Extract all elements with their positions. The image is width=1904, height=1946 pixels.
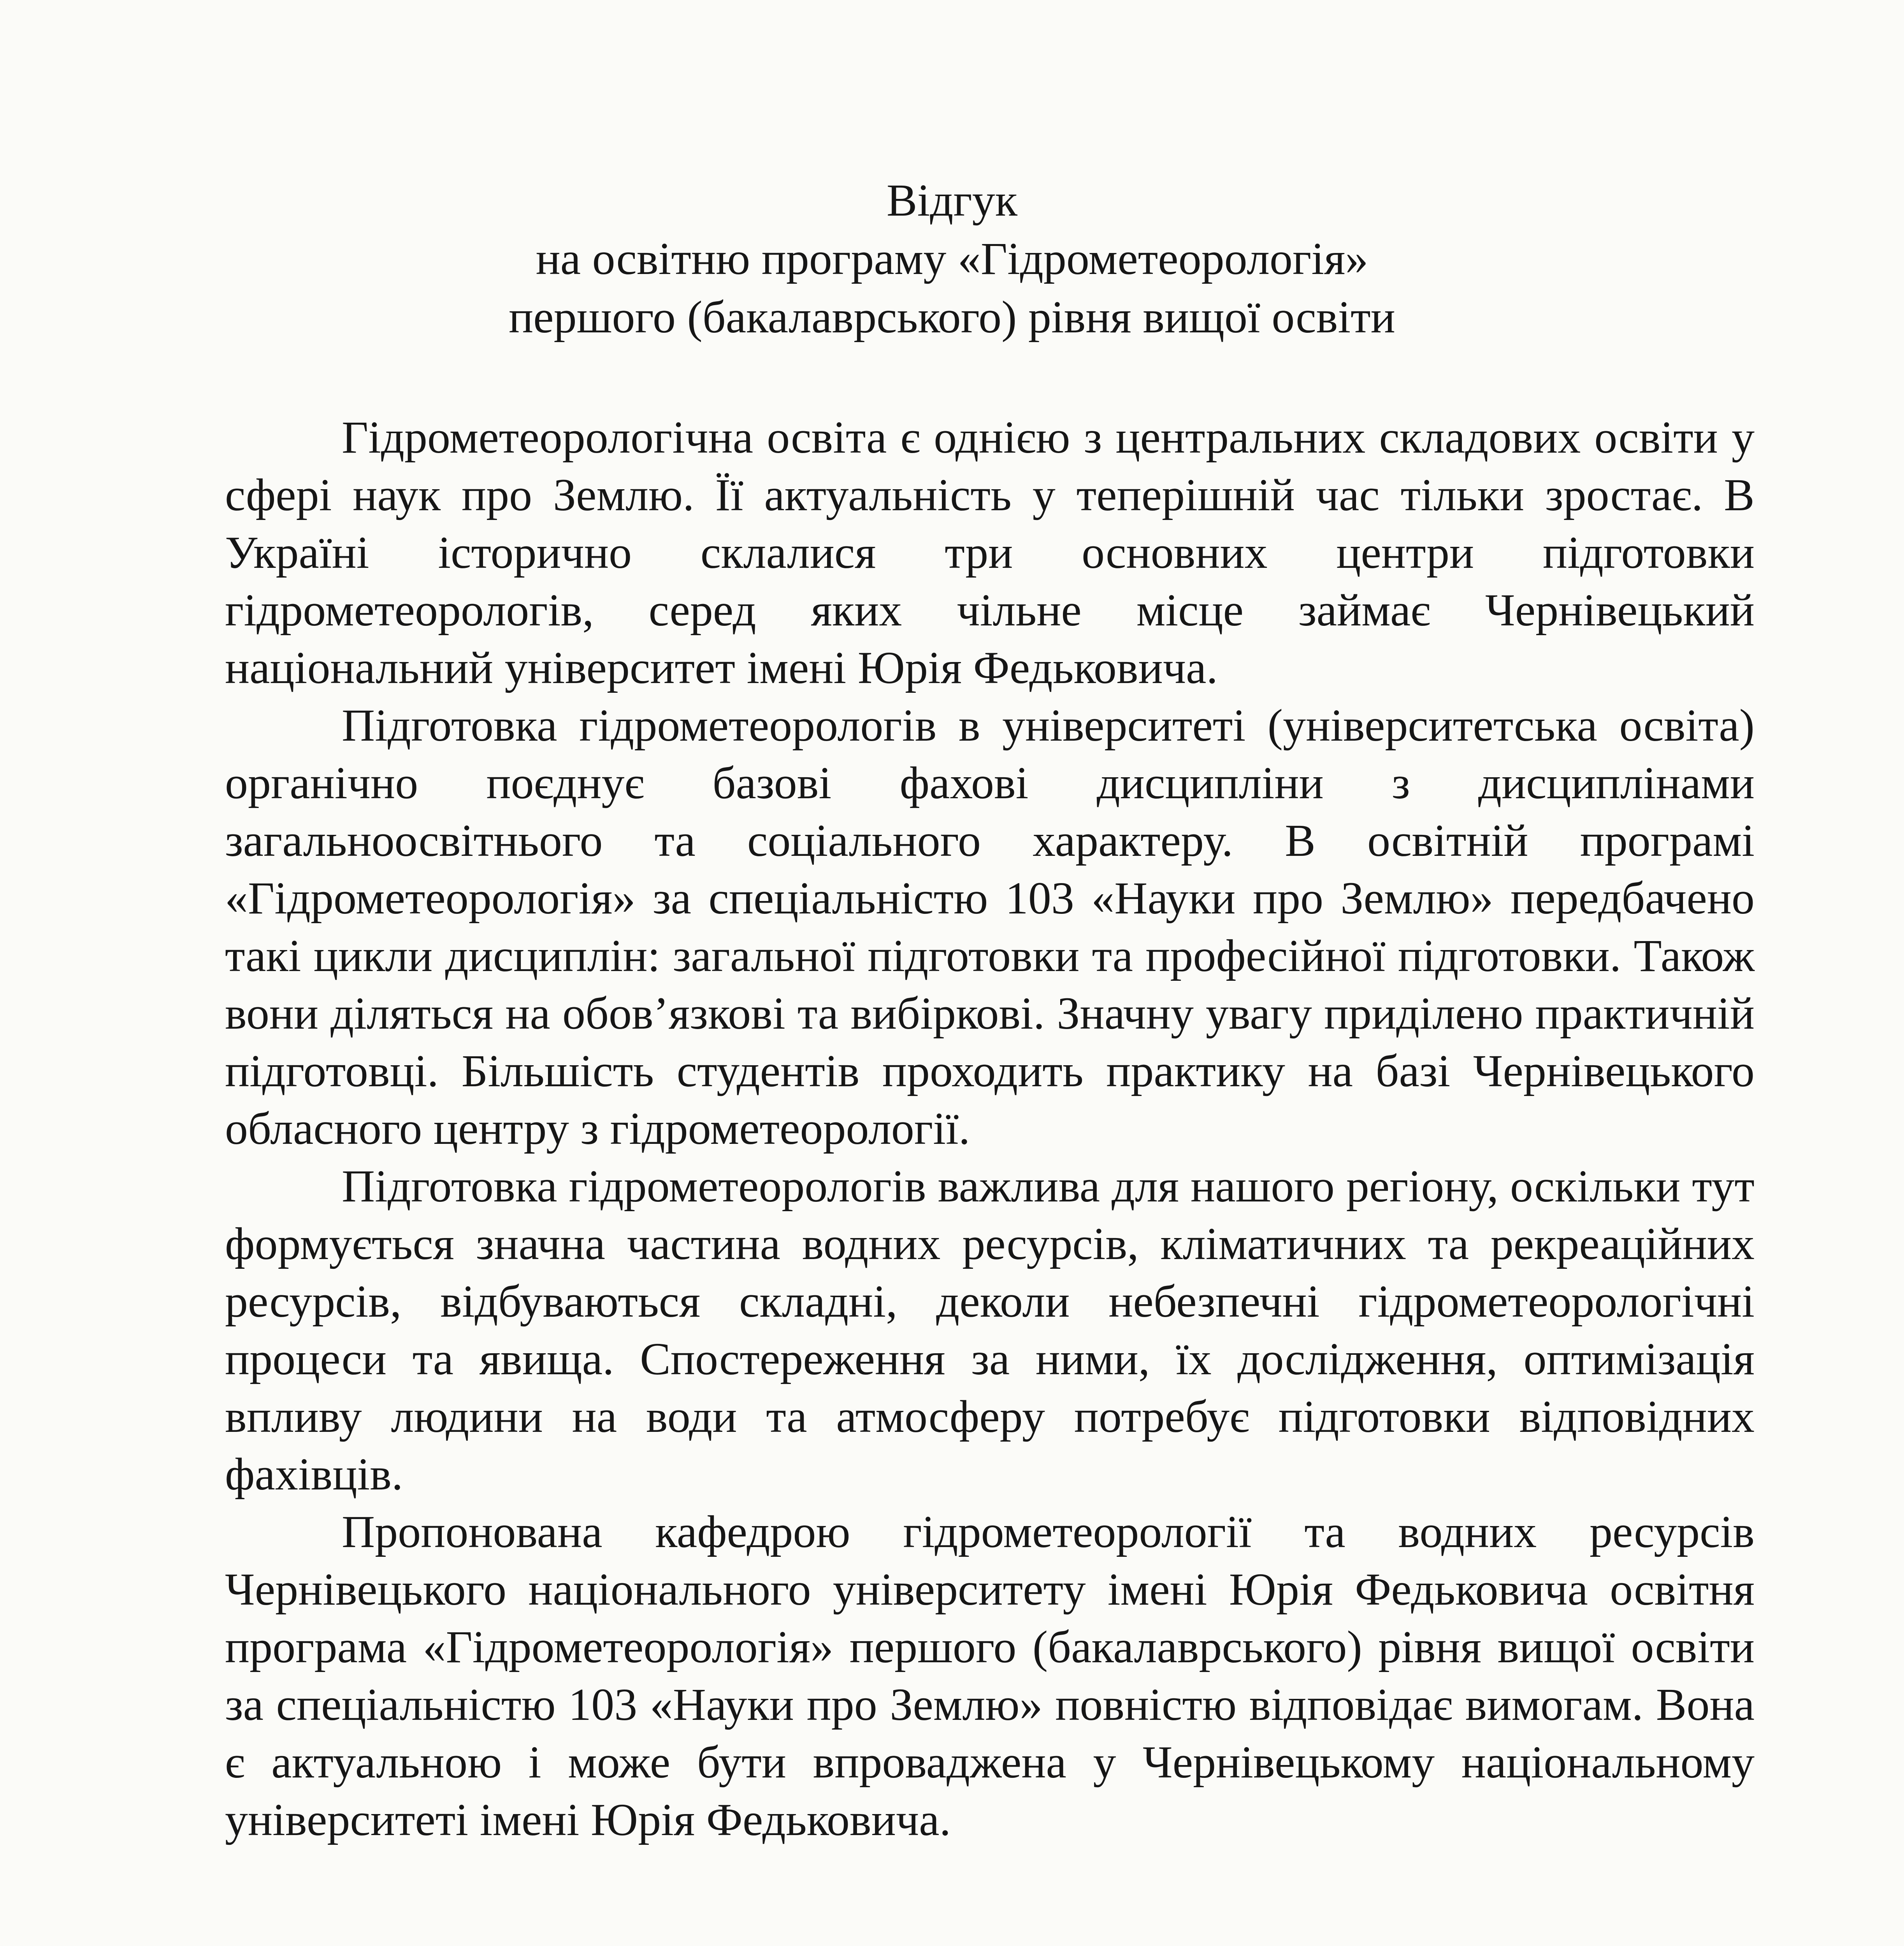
document-body — [225, 409, 1755, 1849]
paragraph-3: Підготовка гідрометеорологів важлива для нашого регіону, оскільки тут формується значна частина водних ресурсів, кліматичних та рекреаційних ресурсів, відбуваються складні, деколи небезпечні гідрометеорологічні процеси та явища. Спостереження за ними, їх дослідження, оптимізація впливу людини на води та атмосферу потребує підготовки відповідних фахівців. — [225, 1161, 1755, 1500]
title-line-1: Відгук — [886, 175, 1018, 226]
paragraph-1: Гідрометеорологічна освіта є однією з центральних складових освіти у сфері наук про Землю. Її актуальність у теперішній час тільки зростає. В Україні історично склалися три основних центри підготовки гідрометеорологів, серед яких чільне місце займає Чернівецький національний університет імені Юрія Федьковича. — [225, 412, 1755, 693]
paragraph-2: Підготовка гідрометеорологів в університеті (університетська освіта) органічно поєднує базові фахові дисципліни з дисциплінами загальноосвітнього та соціального характеру. В освітній програмі «Гідрометеорологія» за спеціальністю 103 «Науки про Землю» передбачено такі цикли дисциплін: загальної підготовки та професійної підготовки. Також вони діляться на обов’язкові та вибіркові. Значну увагу приділено практичній підготовці. Більшість студентів проходить практику на базі Чернівецького обласного центру з гідрометеорології. — [225, 700, 1755, 1154]
title-line-3: першого (бакалаврського) рівня вищої освіти — [509, 292, 1395, 342]
document-title — [0, 171, 1904, 346]
paragraph-4: Пропонована кафедрою гідрометеорології та водних ресурсів Чернівецького національного університету імені Юрія Федьковича освітня програма «Гідрометеорологія» першого (бакалаврського) рівня вищої освіти за спеціальністю 103 «Науки про Землю» повністю відповідає вимогам. Вона є актуальною і може бути впроваджена у Чернівецькому національному університеті імені Юрія Федьковича. — [225, 1506, 1755, 1845]
title-line-2: на освітню програму «Гідрометеорологія» — [536, 233, 1368, 284]
